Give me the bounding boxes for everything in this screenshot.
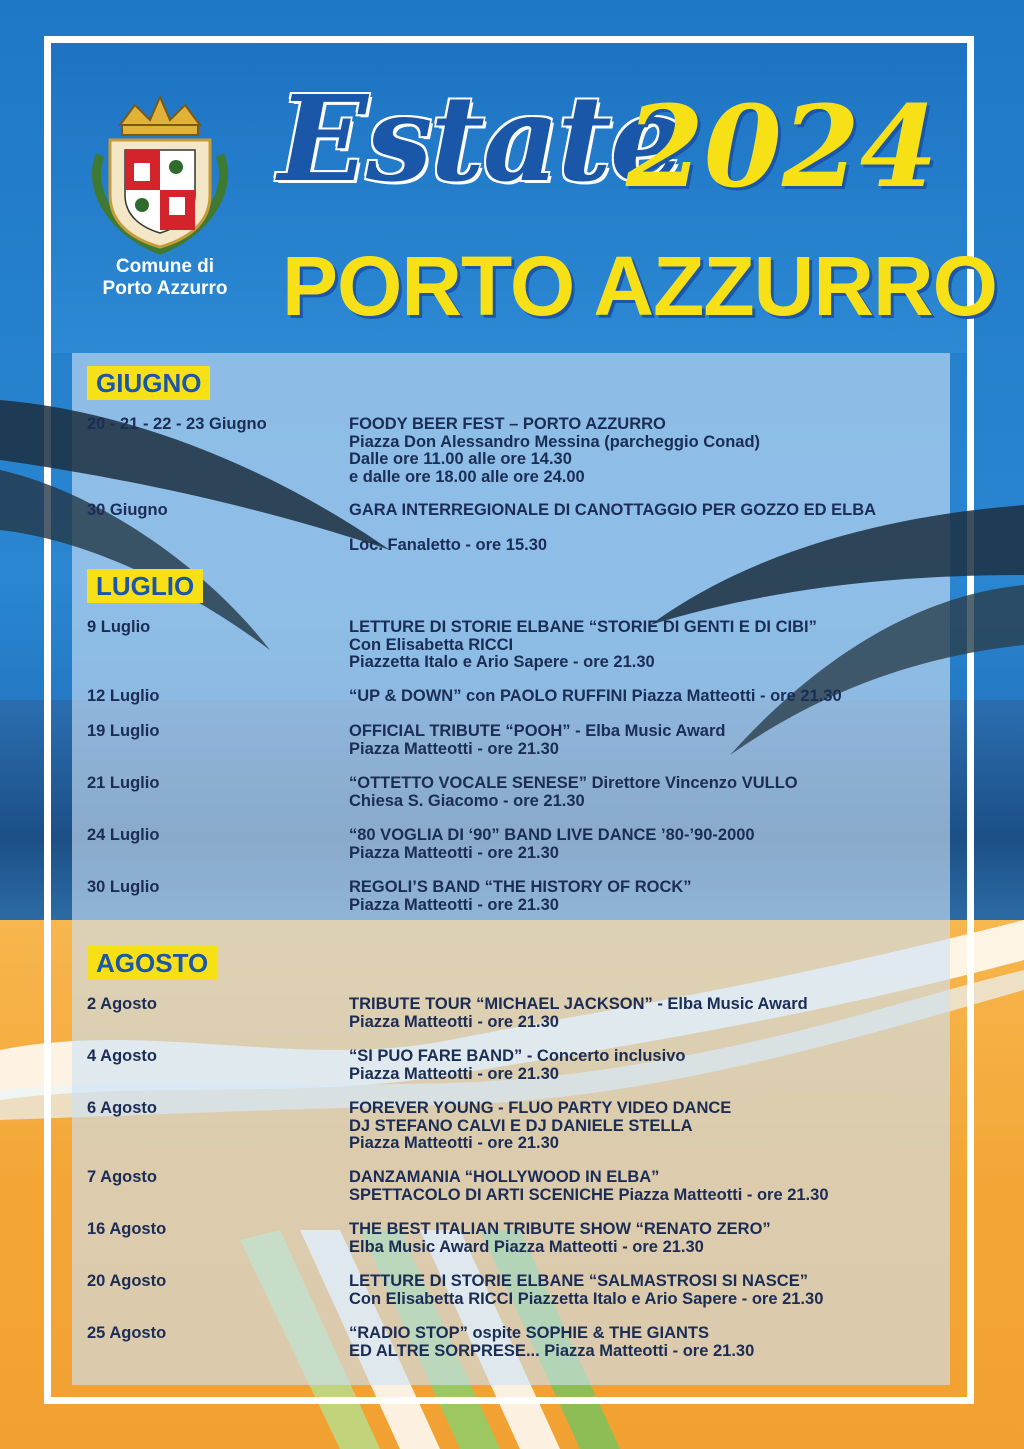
event-description [349,723,949,758]
event-description [349,996,949,1031]
event-date: 16 Agosto [87,1220,167,1238]
event-line: “SI PUO FARE BAND” - Concerto inclusivo [349,1047,686,1065]
event-description [349,1048,949,1083]
event-line: TRIBUTE TOUR “MICHAEL JACKSON” - Elba Music Award [349,995,808,1013]
event-line: “RADIO STOP” ospite SOPHIE & THE GIANTS [349,1324,709,1342]
month-heading-giugno: GIUGNO [87,366,210,400]
event-line: FOREVER YOUNG - FLUO PARTY VIDEO DANCE [349,1099,732,1117]
event-line: Piazza Matteotti - ore 21.30 [349,739,559,758]
logo-caption-line1: Comune di [115,256,215,277]
event-line: Con Elisabetta RICCI [349,635,514,654]
event-date: 9 Luglio [87,618,151,636]
month-heading-luglio: LUGLIO [87,569,203,603]
logo-caption-line2: Porto Azzurro [102,278,228,299]
title-year: 2024 [626,82,938,213]
event-description [349,416,949,486]
event-date: 4 Agosto [87,1047,157,1065]
event-line: Elba Music Award Piazza Matteotti - ore 21.30 [349,1237,704,1256]
event-line: LETTURE DI STORIE ELBANE “STORIE DI GENTI E DI CIBI” [349,618,817,636]
event-line: “80 VOGLIA DI ‘90” BAND LIVE DANCE ’80-’90-2000 [349,826,755,844]
event-date: 25 Agosto [87,1324,167,1342]
title-town: PORTO AZZURRO [282,239,997,333]
event-line: FOODY BEER FEST – PORTO AZZURRO [349,415,666,433]
event-description [349,879,949,914]
event-line: SPETTACOLO DI ARTI SCENICHE Piazza Matteotti - ore 21.30 [349,1185,829,1204]
event-line: Piazza Matteotti - ore 21.30 [349,843,559,862]
event-line: Piazza Matteotti - ore 21.30 [349,1064,559,1083]
event-line: Piazzetta Italo e Ario Sapere - ore 21.30 [349,653,655,671]
event-line: Loc. Fanaletto - ore 15.30 [349,536,548,554]
logo-caption [80,256,250,300]
event-line: Chiesa S. Giacomo - ore 21.30 [349,791,585,810]
event-date: 20 - 21 - 22 - 23 Giugno [87,415,267,433]
event-line: Piazza Matteotti - ore 21.30 [349,895,559,914]
event-line: DJ STEFANO CALVI E DJ DANIELE STELLA [349,1116,693,1135]
event-description [349,1325,949,1360]
event-description [349,688,949,706]
event-description [349,1273,949,1308]
event-description [349,502,949,555]
event-date: 30 Luglio [87,878,160,896]
event-line: Con Elisabetta RICCI Piazzetta Italo e Ario Sapere - ore 21.30 [349,1289,824,1308]
event-description [349,619,949,672]
event-date: 6 Agosto [87,1099,157,1117]
event-line: ED ALTRE SORPRESE... Piazza Matteotti - ore 21.30 [349,1341,755,1360]
event-date: 19 Luglio [87,722,160,740]
event-date: 12 Luglio [87,687,160,705]
event-date: 21 Luglio [87,774,160,792]
event-date: 2 Agosto [87,995,157,1013]
event-date: 20 Agosto [87,1272,167,1290]
event-line: THE BEST ITALIAN TRIBUTE SHOW “RENATO ZERO” [349,1220,771,1238]
event-line: e dalle ore 18.00 alle ore 24.00 [349,467,585,486]
event-line: “OTTETTO VOCALE SENESE” Direttore Vincenzo VULLO [349,774,798,792]
event-description [349,1169,949,1204]
event-date: 30 Giugno [87,501,168,519]
event-description [349,827,949,862]
event-description [349,775,949,810]
municipal-coat-of-arms-logo [80,85,240,255]
event-line: DANZAMANIA “HOLLYWOOD IN ELBA” [349,1168,660,1186]
event-line: Piazza Matteotti - ore 21.30 [349,1134,559,1152]
event-line [349,520,949,538]
event-line: Piazza Don Alessandro Messina (parcheggio Conad) [349,432,761,451]
event-date: 7 Agosto [87,1168,157,1186]
event-description [349,1100,949,1153]
event-line: GARA INTERREGIONALE DI CANOTTAGGIO PER GOZZO ED ELBA [349,501,877,519]
event-line: OFFICIAL TRIBUTE “POOH” - Elba Music Award [349,722,726,740]
month-heading-agosto: AGOSTO [87,946,217,980]
title-estate: Estate [278,69,683,208]
event-line: Dalle ore 11.00 alle ore 14.30 [349,450,572,468]
event-line: REGOLI’S BAND “THE HISTORY OF ROCK” [349,878,692,896]
event-line: “UP & DOWN” con PAOLO RUFFINI Piazza Matteotti - ore 21.30 [349,687,842,705]
event-line: LETTURE DI STORIE ELBANE “SALMASTROSI SI NASCE” [349,1272,808,1290]
event-line: Piazza Matteotti - ore 21.30 [349,1012,559,1031]
event-description [349,1221,949,1256]
event-date: 24 Luglio [87,826,160,844]
